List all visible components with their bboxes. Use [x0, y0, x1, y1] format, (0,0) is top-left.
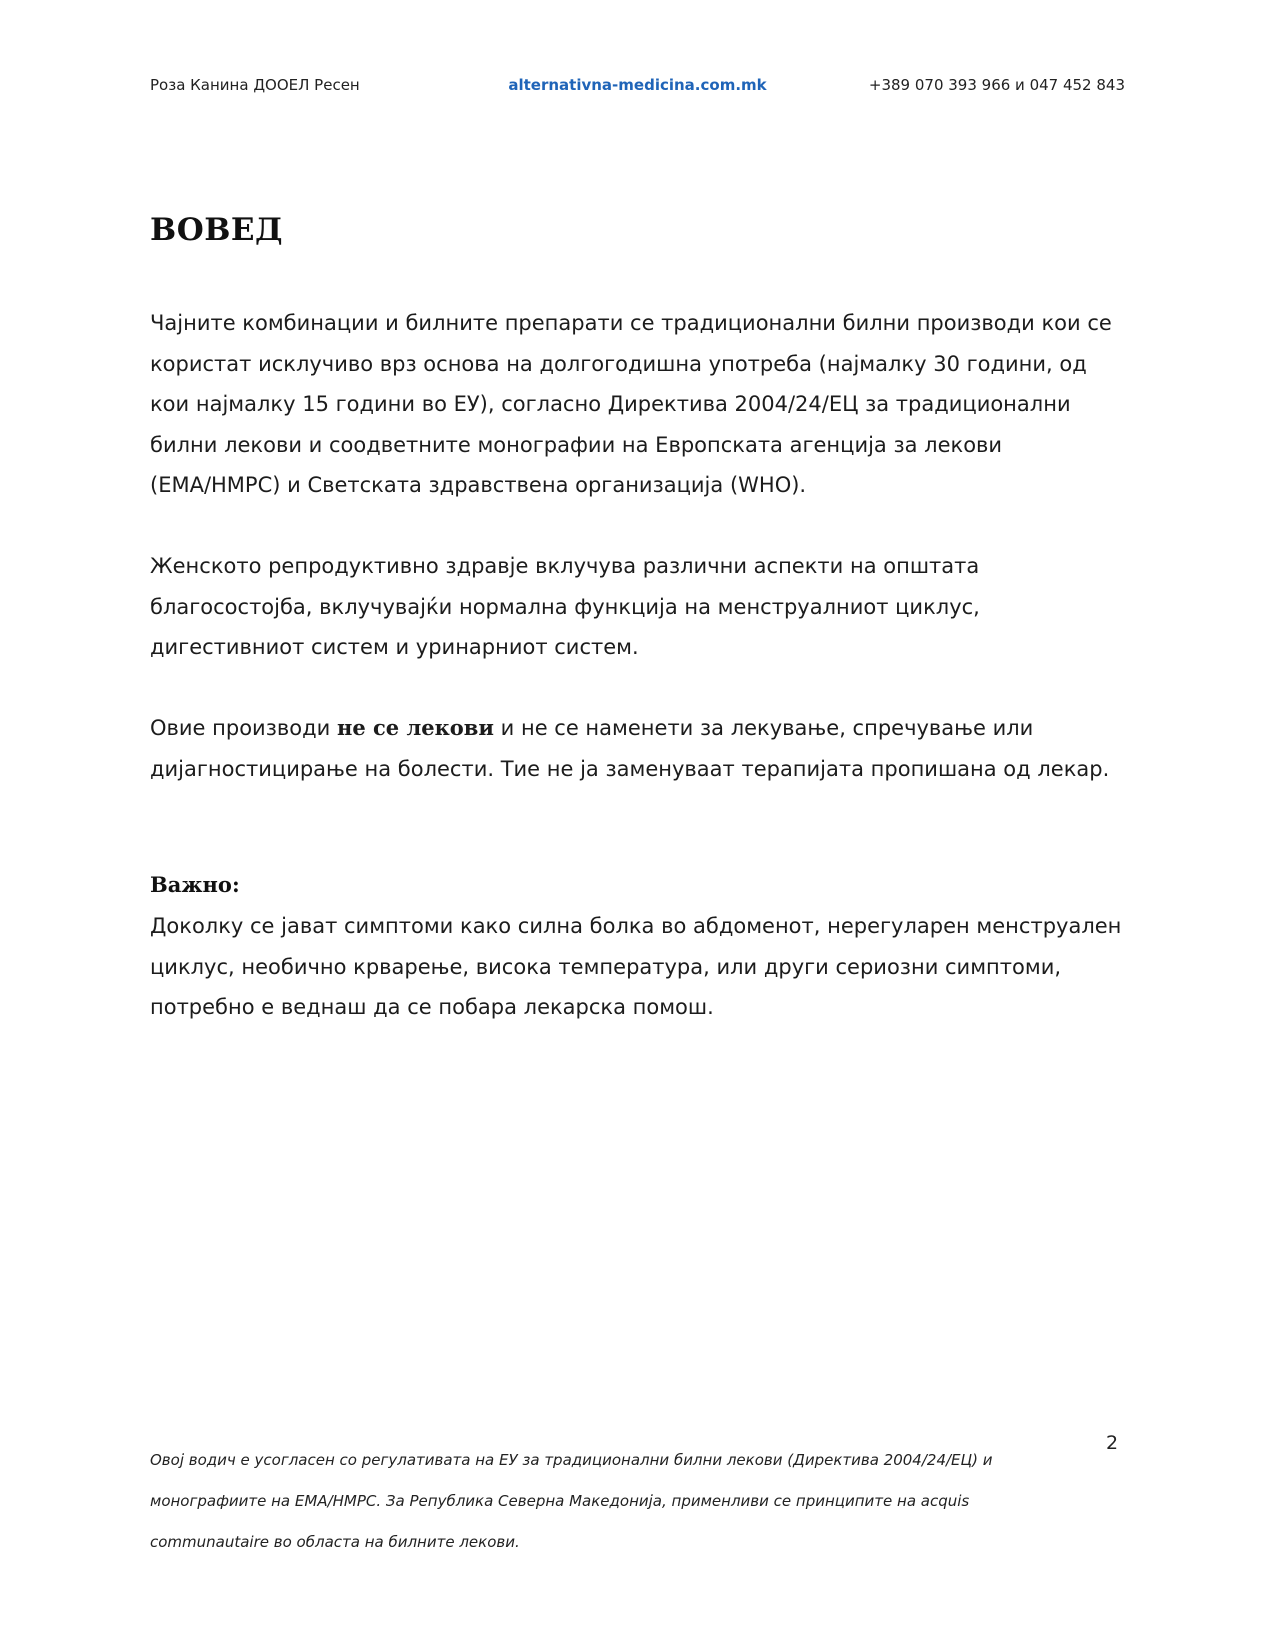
- header-phone: +389 070 393 966 и 047 452 843: [868, 76, 1125, 94]
- header-website-link[interactable]: alternativna-medicina.com.mk: [508, 76, 767, 94]
- page-number: 2: [1106, 1432, 1119, 1454]
- warning-paragraph: Доколку се јават симптоми како силна болка во абдоменот, нерегуларен менструален циклус, необично крварење, висока температура, или други сериозни симптоми, потребно е веднаш да се побара лекарска помош.: [150, 914, 1122, 1019]
- disclaimer-text-start: Овие производи: [150, 716, 337, 740]
- important-heading: Важно:: [150, 872, 240, 897]
- disclaimer-text-end: и не се наменети за лекување, спречување или дијагностицирање на болести. Тие не ја заменуваат терапијата пропишана од лекар.: [150, 716, 1110, 781]
- header-company-name: Роза Канина ДООЕЛ Ресен: [150, 76, 360, 94]
- disclaimer-emphasis: не се лекови: [336, 715, 494, 740]
- intro-paragraph: Чајните комбинации и билните препарати се традиционални билни производи кои се користат исклучиво врз основа на долгогодишна употреба (најмалку 30 години, од кои најмалку 15 години во ЕУ), согласно Директива 2004/24/ЕЦ за традиционални билни лекови и соодветните монографии на Европската агенција за лекови (ЕМА/HMPC) и Светската здравствена организација (WHO).: [150, 311, 1112, 497]
- page-header: [150, 76, 1125, 98]
- page-title: ВОВЕД: [150, 212, 284, 248]
- health-paragraph: Женското репродуктивно здравје вклучува различни аспекти на општата благосостојба, вклучувајќи нормална функција на менструалниот циклус, дигестивниот систем и уринарниот систем.: [150, 554, 980, 659]
- disclaimer-paragraph: [150, 708, 1130, 789]
- footer-regulatory-note: Овој водич е усогласен со регулативата на ЕУ за традиционални билни лекови (Директива 2004/24/ЕЦ) и монографиите на ЕМА/HMPC. За Република Северна Македонија, применливи се принципите на acquis communautaire во областа на билните лекови.: [150, 1451, 993, 1551]
